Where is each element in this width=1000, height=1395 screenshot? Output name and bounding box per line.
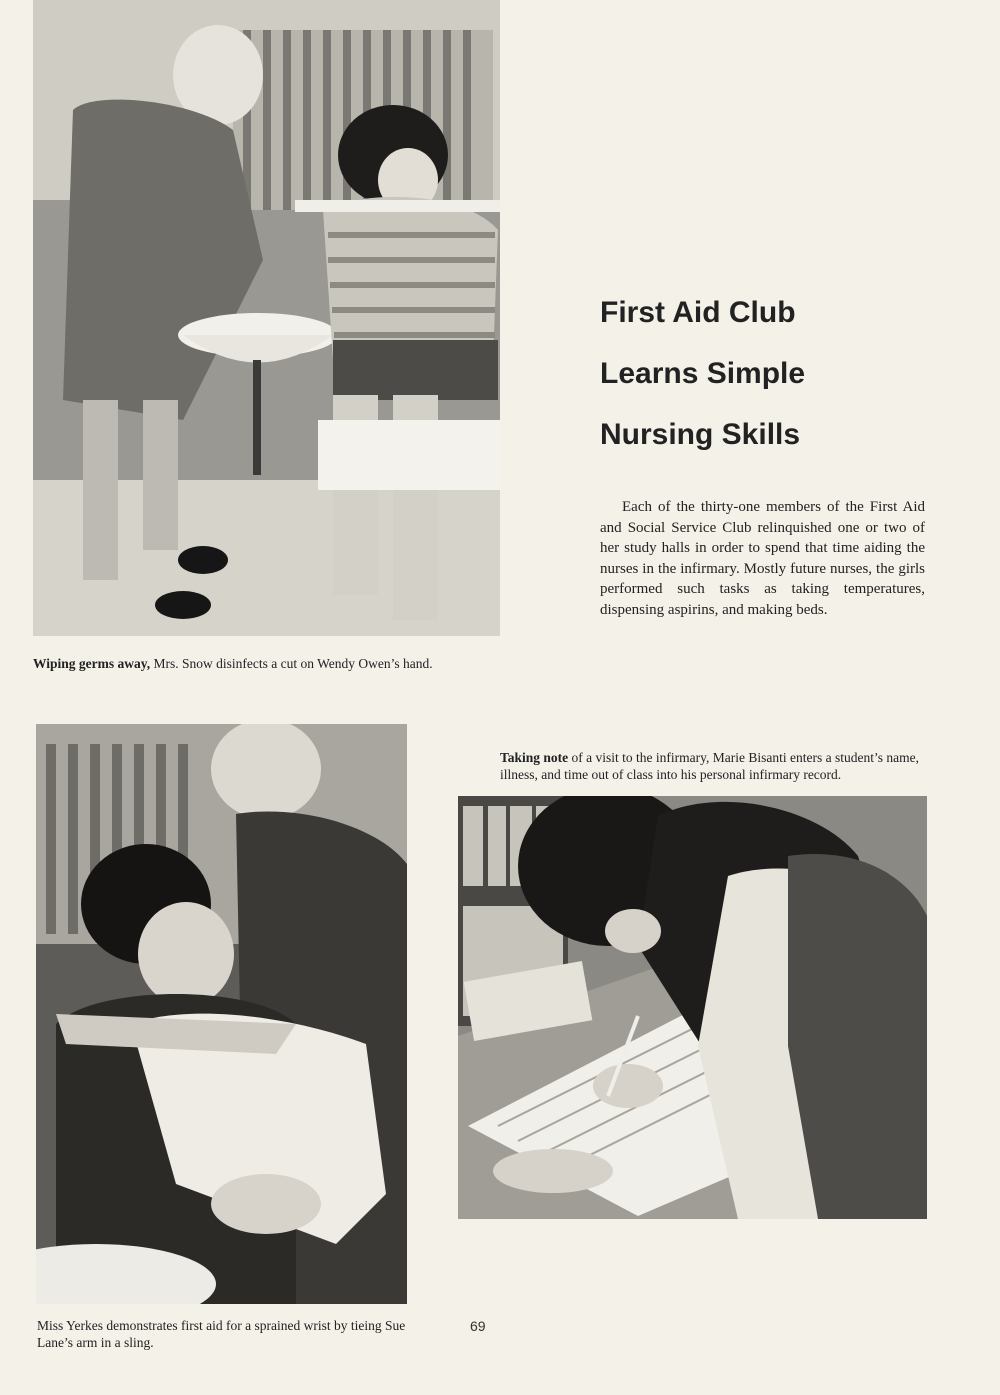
caption-lead: Wiping germs away, <box>33 656 151 671</box>
caption-text: of a visit to the infirmary, Marie Bisanti enters a student’s name, illness, and time out of class into his personal infirmary record. <box>500 750 919 782</box>
article-headline <box>600 282 960 465</box>
page-number: 69 <box>470 1318 486 1334</box>
headline-line: Nursing Skills <box>600 418 801 451</box>
headline-line: Learns Simple <box>600 357 806 390</box>
photo-infirmary-record <box>458 796 927 1219</box>
headline-line: First Aid Club <box>600 296 796 329</box>
photo-caption-1 <box>33 655 503 672</box>
article-body <box>600 497 925 620</box>
photo-nurse-disinfecting-cut <box>33 0 500 636</box>
caption-text: Miss Yerkes demonstrates first aid for a sprained wrist by tieing Sue Lane’s arm in a sling. <box>37 1318 406 1350</box>
photo-sling-demonstration <box>36 724 407 1304</box>
body-paragraph: Each of the thirty-one members of the First Aid and Social Service Club relinquished one or two of her study halls in order to spend that time aiding the nurses in the infirmary. Mostly future nurses, the girls performed such tasks as taking temperatures, dispensing aspirins, and making beds. <box>600 499 925 618</box>
caption-text: Mrs. Snow disinfects a cut on Wendy Owen’s hand. <box>150 656 433 671</box>
caption-lead: Taking note <box>500 750 569 765</box>
photo-caption-3 <box>37 1317 427 1351</box>
photo-caption-2 <box>500 749 928 783</box>
